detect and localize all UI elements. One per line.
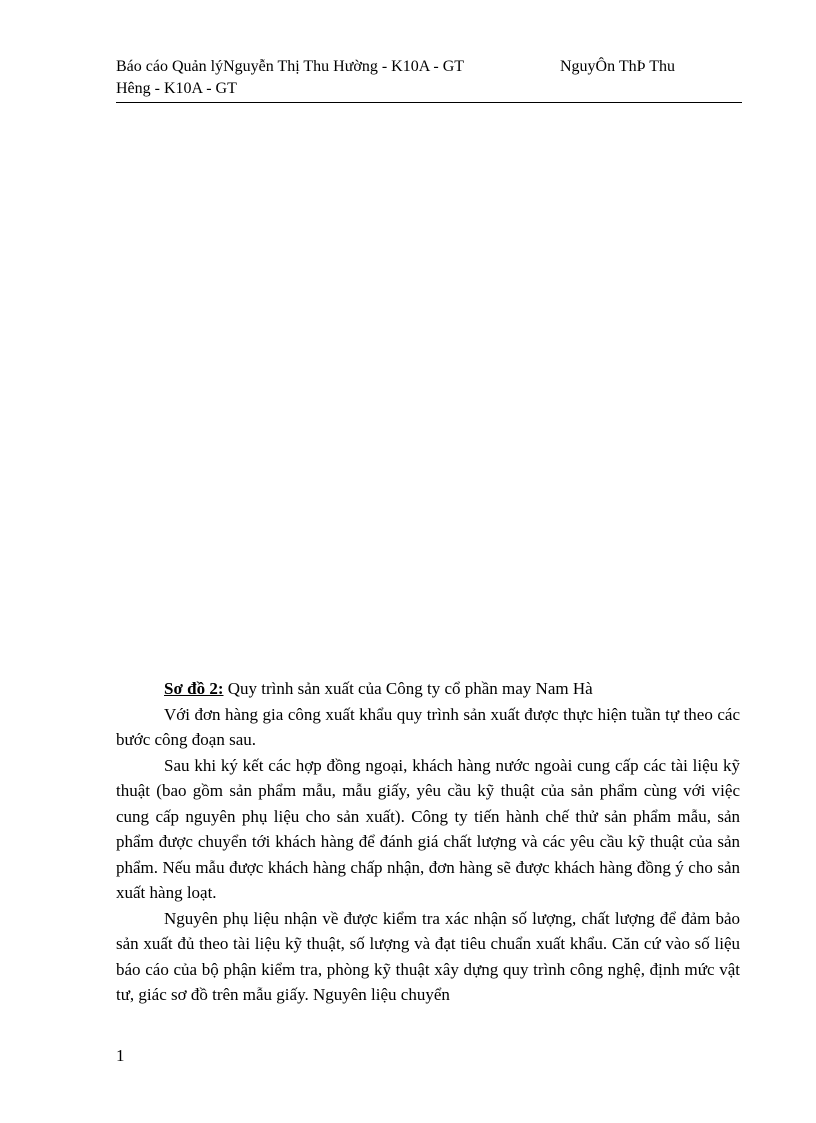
paragraph-3: Nguyên phụ liệu nhận về được kiểm tra xác nhận số lượng, chất lượng để đảm bảo sản xuất đủ theo tài liệu kỹ thuật, số lượng và đạt tiêu chuẩn xuất khẩu. Căn cứ vào số liệu báo cáo của bộ phận kiểm tra, phòng kỹ thuật xây dựng quy trình công nghệ, định mức vật tư, giác sơ đồ trên mẫu giấy. Nguyên liệu chuyển [116,908,740,1004]
header-continuation-text: Hêng - K10A - GT [116,80,237,97]
header-line-2 [116,78,742,100]
paragraph-1: Với đơn hàng gia công xuất khẩu quy trình sản xuất được thực hiện tuần tự theo các bước công đoạn sau. [116,704,740,749]
header-line-1 [116,56,742,78]
header-left-text: Báo cáo Quản lýNguyễn Thị Thu Hường - K10A - GT [116,58,465,75]
header-right-text: NguyÔn ThÞ Thu [560,58,675,75]
paragraph-2: Sau khi ký kết các hợp đồng ngoại, khách hàng nước ngoài cung cấp các tài liệu kỹ thuật (bao gồm sản phẩm mẫu, mẫu giấy, yêu cầu kỹ thuật của sản phẩm cùng với việc cung cấp nguyên phụ liệu cho sản xuất). Công ty tiến hành chế thử sản phẩm mẫu, sản phẩm được chuyển tới khách hàng để đánh giá chất lượng và các yêu cầu kỹ thuật của sản phẩm. Nếu mẫu được khách hàng chấp nhận, đơn hàng sẽ được khách hàng đồng ý cho sản xuất hàng loạt. [116,755,740,902]
caption-label: Sơ đồ 2: [164,679,224,698]
caption-text: Quy trình sản xuất của Công ty cổ phần may Nam Hà [223,679,593,698]
document-body [116,676,740,1008]
page-header [116,56,742,103]
diagram-caption [116,676,740,702]
page-number: 1 [116,1046,125,1065]
